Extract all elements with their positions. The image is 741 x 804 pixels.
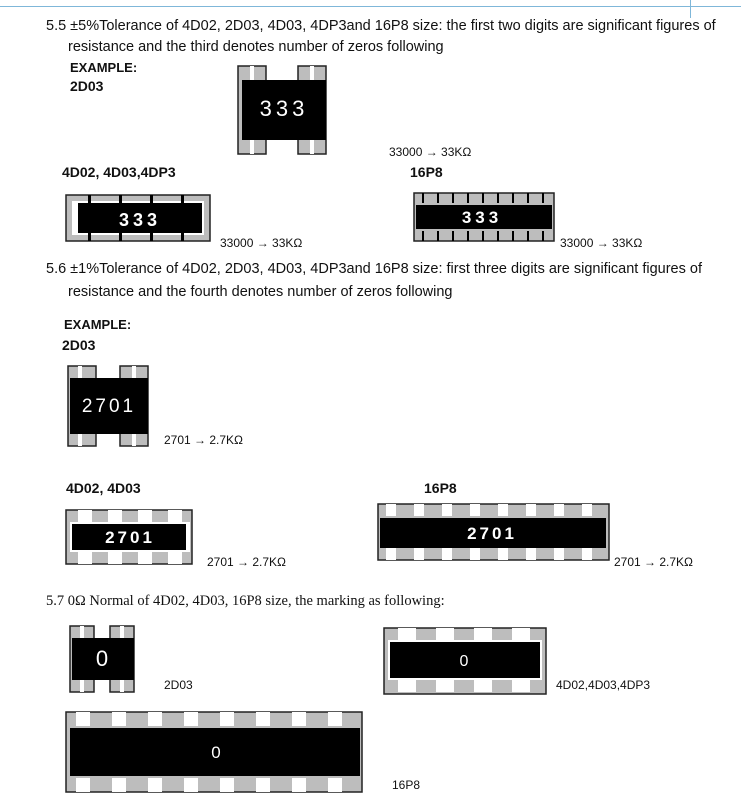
s56-16p8-note: 2701 → 2.7KΩ	[614, 555, 694, 569]
chip-marking: 2701	[105, 528, 155, 547]
s56-chip-2d03	[66, 364, 153, 448]
s55-2d03-label: 2D03	[70, 78, 104, 94]
s57-chip-4d	[382, 626, 548, 696]
s55-line1: 5.5 ±5%Tolerance of 4D02, 2D03, 4D03, 4DP3and 16P8 size: the first two digits are significant figures of	[46, 18, 716, 34]
chip-marking: 333	[118, 210, 162, 230]
chip-marking: 333	[461, 208, 503, 227]
s56-chip-16p8	[376, 502, 611, 562]
s55-line2: resistance and the third denotes number of zeros following	[68, 39, 444, 55]
s55-chip-16p8	[412, 189, 557, 245]
s57-16p8-caption: 16P8	[392, 778, 421, 792]
s56-line2: resistance and the fourth denotes number of zeros following	[68, 284, 453, 300]
chip-marking: 2701	[467, 524, 517, 543]
s55-4d-label: 4D02, 4D03,4DP3	[62, 164, 176, 180]
s55-2d03-note: 33000 → 33KΩ	[389, 145, 472, 159]
s57-2d03-caption: 2D03	[164, 678, 193, 692]
s55-example-label: EXAMPLE:	[70, 60, 138, 75]
s55-4d-note: 33000 → 33KΩ	[220, 236, 303, 250]
s56-4d-note: 2701 → 2.7KΩ	[207, 555, 287, 569]
s57-chip-16p8	[64, 710, 364, 794]
s57-4d-caption: 4D02,4D03,4DP3	[556, 678, 651, 692]
s56-4d-label: 4D02, 4D03	[66, 480, 141, 496]
s55-16p8-note: 33000 → 33KΩ	[560, 236, 643, 250]
s56-example-label: EXAMPLE:	[64, 317, 132, 332]
s56-2d03-note: 2701 → 2.7KΩ	[164, 433, 244, 447]
header-rule	[0, 6, 741, 7]
chip-marking: 0	[211, 743, 221, 762]
s55-chip-2d03	[236, 64, 331, 157]
s56-line1: 5.6 ±1%Tolerance of 4D02, 2D03, 4D03, 4DP3and 16P8 size: first three digits are significant figures of	[46, 261, 702, 277]
s56-16p8-label: 16P8	[424, 480, 457, 496]
chip-marking: 0	[95, 646, 109, 671]
s57-line1: 5.7 0Ω Normal of 4D02, 4D03, 16P8 size, the marking as following:	[46, 593, 445, 609]
s56-chip-4d	[64, 508, 194, 566]
s55-chip-4d	[64, 193, 214, 245]
chip-marking: 2701	[81, 396, 137, 417]
chip-marking: 0	[459, 653, 469, 670]
chip-marking: 333	[259, 96, 309, 121]
s57-chip-2d03	[68, 624, 138, 694]
s56-2d03-label: 2D03	[62, 337, 96, 353]
s55-16p8-label: 16P8	[410, 164, 443, 180]
